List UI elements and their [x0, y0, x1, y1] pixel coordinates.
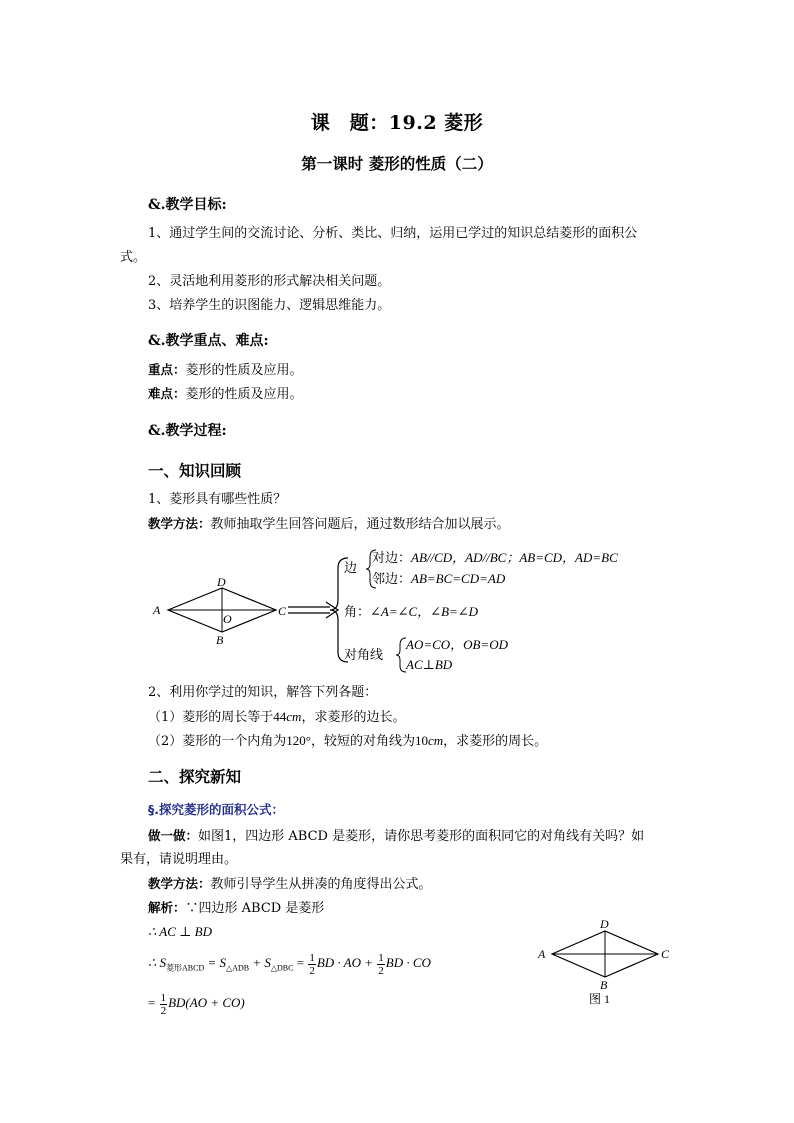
- angle-text: ∠A=∠C，∠B=∠D: [370, 604, 479, 619]
- step2-t2: BD · CO: [385, 955, 431, 970]
- step-1: ∴ AC ⊥ BD: [148, 924, 212, 939]
- label-c: C: [278, 604, 287, 618]
- step2-mid: = S: [204, 955, 227, 970]
- adjacent-sides-line: [372, 569, 505, 590]
- rhombus-figure: [152, 575, 287, 647]
- process-heading: &.教学过程:: [148, 423, 227, 439]
- method-label: 教学方法：: [148, 516, 211, 531]
- fraction-half-1: $\frac{1}{2}$: [309, 951, 315, 977]
- objectives-heading: &.教学目标:: [148, 197, 227, 213]
- lesson-subtitle: 第一课时 菱形的性质（二）: [301, 154, 493, 173]
- review-heading: 一、知识回顾: [148, 461, 242, 480]
- method-text: 教师抽取学生回答问题后，通过数形结合加以展示。: [210, 517, 510, 532]
- analysis-label: 解析：: [148, 900, 186, 915]
- analysis-text: ∵四边形 ABCD 是菱形: [185, 901, 325, 916]
- q2-1-unit: cm: [286, 709, 302, 724]
- difficult-point-line: [148, 384, 303, 405]
- opposite-label: 对边：: [372, 551, 412, 566]
- fraction-half-3: $\frac{1}{2}$: [160, 991, 167, 1017]
- step2-sub: 菱形ABCD: [166, 963, 205, 973]
- step2-lhs: ∴ S: [148, 955, 167, 970]
- q2-2-unit: cm: [428, 733, 444, 748]
- fig1-caption: 图 1: [589, 992, 611, 1006]
- key-point-line: [148, 360, 303, 381]
- fig1-label-d: D: [600, 917, 609, 931]
- step2-eq: =: [293, 955, 308, 970]
- difficult-text: 菱形的性质及应用。: [185, 387, 303, 402]
- step2-sub3: △DBC: [270, 963, 294, 973]
- fig1-label-c: C: [661, 947, 670, 961]
- explore-method-label: 教学方法：: [148, 876, 211, 891]
- review-method-line: [148, 514, 510, 535]
- fig1-label-a: A: [538, 947, 546, 961]
- diagonal-line-2: AC⊥BD: [406, 657, 453, 672]
- adjacent-text: AB=BC=CD=AD: [411, 571, 506, 586]
- step3-rest: BD(AO + CO): [168, 995, 245, 1010]
- q2-2-post: ，求菱形的周长。: [443, 734, 548, 749]
- q2-2-num: 120°: [286, 733, 311, 748]
- angle-line: [344, 602, 478, 623]
- explore-method-text: 教师引导学生从拼凑的角度得出公式。: [210, 877, 432, 892]
- opposite-sides-line: [372, 548, 618, 569]
- label-b: B: [216, 633, 224, 647]
- task-line-1: [148, 826, 644, 847]
- objective-1-line2: 式。: [120, 250, 147, 265]
- step2-t1: BD · AO +: [316, 955, 377, 970]
- angle-label: 角：: [344, 605, 371, 620]
- fig1-label-b: B: [600, 978, 608, 992]
- step-2: [148, 950, 431, 982]
- objective-1-line1: 1、通过学生间的交流讨论、分析、类比、归纳，运用已学过的知识总结菱形的面积公: [148, 226, 638, 241]
- q2-1-pre: （1）菱形的周长等于: [148, 710, 274, 725]
- label-o: O: [223, 612, 232, 626]
- objective-3: 3、培养学生的识图能力、逻辑思维能力。: [148, 298, 391, 313]
- objective-2: 2、灵活地利用菱形的形式解决相关问题。: [148, 274, 391, 289]
- keypoints-heading: &.教学重点、难点:: [148, 333, 269, 349]
- q2-1-post: ，求菱形的边长。: [301, 710, 406, 725]
- step2-plus: + S: [249, 955, 271, 970]
- task-label: 做一做：: [148, 828, 199, 843]
- difficult-label: 难点：: [148, 386, 186, 401]
- side-label: 边: [344, 561, 358, 576]
- task-line-2: 果有，请说明理由。: [120, 852, 238, 867]
- review-q2-2: [148, 731, 547, 752]
- figure-1: [530, 915, 680, 1015]
- review-q1: 1、菱形具有哪些性质？: [148, 492, 287, 507]
- step3-eq: =: [148, 995, 159, 1010]
- label-d: D: [217, 575, 226, 589]
- diagonal-label: 对角线: [344, 648, 384, 663]
- key-label: 重点：: [148, 362, 186, 377]
- label-a: A: [153, 603, 161, 617]
- diagonal-brace: [396, 638, 406, 672]
- q2-2-pre: （2）菱形的一个内角为: [148, 734, 287, 749]
- q2-1-num: 44: [273, 709, 287, 724]
- task-text: 如图1，四边形 ABCD 是菱形，请你思考菱形的面积同它的对角线有关吗？如: [198, 829, 645, 844]
- lesson-title: 课 题：19.2 菱形: [310, 112, 484, 134]
- analysis-line: [148, 898, 324, 919]
- explore-subheading: §.探究菱形的面积公式：: [148, 802, 284, 817]
- q2-2-mid: ，较短的对角线为: [310, 734, 415, 749]
- fraction-half-2: $\frac{1}{2}$: [378, 951, 384, 977]
- key-text: 菱形的性质及应用。: [185, 363, 303, 378]
- q2-2-num2: 10: [415, 733, 428, 748]
- opposite-text: AB//CD，AD//BC；AB=CD，AD=BC: [411, 550, 618, 565]
- explore-heading: 二、探究新知: [148, 767, 242, 786]
- step-3: [148, 990, 245, 1017]
- review-q2-1: [148, 707, 405, 728]
- diagonal-line-1: AO=CO，OB=OD: [406, 637, 509, 652]
- explore-method-line: [148, 874, 432, 895]
- adjacent-label: 邻边：: [372, 572, 412, 587]
- step2-sub2: △ADB: [226, 963, 250, 973]
- review-q2: 2、利用你学过的知识，解答下列各题：: [148, 685, 378, 700]
